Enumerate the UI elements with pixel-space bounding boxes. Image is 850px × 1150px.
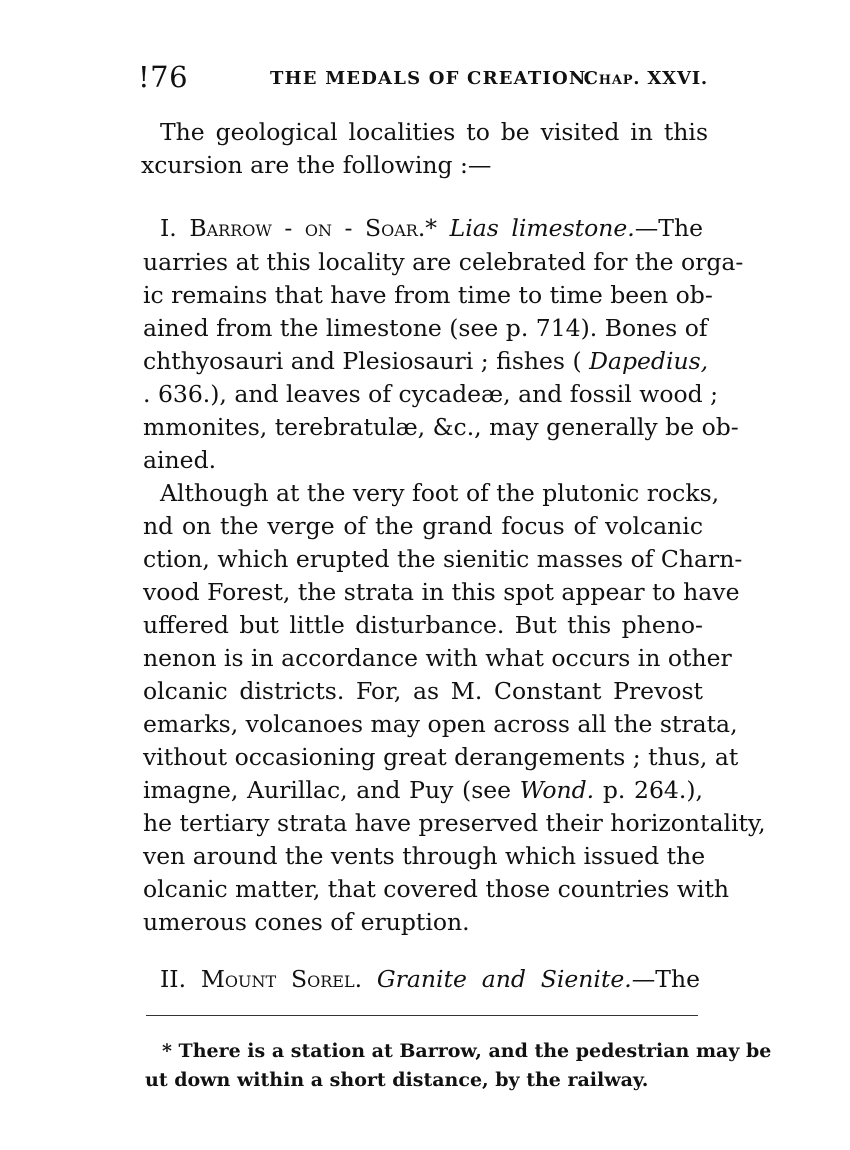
section-heading-barrow [160,211,703,245]
paragraph-2-line-6: nenon is in accordance with what occurs in other [143,644,732,672]
running-title: THE MEDALS OF CREATION. [270,68,593,89]
paragraph-2-line-2: nd on the verge of the grand focus of volcanic [143,512,703,540]
section-place: Barrow - on - Soar.* [189,214,438,242]
paragraph-2-line-14: umerous cones of eruption. [143,908,470,936]
paragraph-2-line-12: ven around the vents through which issued the [143,842,706,870]
section-rock-run [377,965,700,993]
line-10-text-a: imagne, Aurillac, and Puy (see [143,776,512,804]
paragraph-2-line-1: Although at the very foot of the plutonic rocks, [160,479,720,507]
paragraph-2-line-8: emarks, volcanoes may open across all the strata, [143,710,738,738]
section-place: Mount Sorel. [200,965,363,993]
paragraph-1-line-5 [143,344,709,378]
paragraph-1-line-7: mmonites, terebratulæ, &c., may generally be ob- [143,413,739,441]
paragraph-2-line-4: vood Forest, the strata in this spot appear to have [143,578,740,606]
paragraph-1-line-6: . 636.), and leaves of cycadeæ, and fossil wood ; [143,380,719,408]
paragraph-2-line-10 [143,773,703,807]
line-10-text-b: p. 264.), [602,776,703,804]
footnote-line-1: * There is a station at Barrow, and the pedestrian may be [162,1040,772,1062]
section-rock-run [450,214,703,242]
paragraph-2-line-3: ction, which erupted the sienitic masses of Charn- [143,545,743,573]
paragraph-2-line-5: uffered but little disturbance. But this pheno- [143,611,703,639]
page-number: !76 [138,60,189,94]
paragraph-1-line-4: ained from the limestone (see p. 714). Bones of [143,314,708,342]
running-header [138,58,708,98]
paragraph-1-line-3: ic remains that have from time to time been ob- [143,281,713,309]
section-numeral: I. [160,214,177,242]
section-rock: Lias limestone. [449,214,635,242]
wonders-reference: Wond. [519,776,595,804]
paragraph-2-line-7: olcanic districts. For, as M. Constant Prevost [143,677,703,705]
footnote-line-2: ut down within a short distance, by the railway. [145,1069,649,1091]
intro-line-2: xcursion are the following :— [141,151,492,179]
footnote-rule [146,1015,698,1016]
paragraph-2-line-11: he tertiary strata have preserved their horizontality, [143,809,766,837]
section-numeral: II. [160,965,187,993]
paragraph-1-line-8: ained. [143,446,217,474]
paragraph-2-line-13: olcanic matter, that covered those countries with [143,875,730,903]
section-rock-after: —The [634,214,703,242]
paragraph-2-line-9: vithout occasioning great derangements ; thus, at [143,743,739,771]
section-heading-mount-sorel [160,962,700,996]
genus-name: Dapedius, [589,347,709,375]
section-rock: Granite and Sienite. [376,965,632,993]
chapter-label: Chap. XXVI. [583,68,708,89]
intro-line-1: The geological localities to be visited in this [160,118,708,146]
section-rock-after: —The [631,965,700,993]
line-5-text: chthyosauri and Plesiosauri ; fishes ( [143,347,582,375]
paragraph-1-line-2: uarries at this locality are celebrated for the orga- [143,248,744,276]
